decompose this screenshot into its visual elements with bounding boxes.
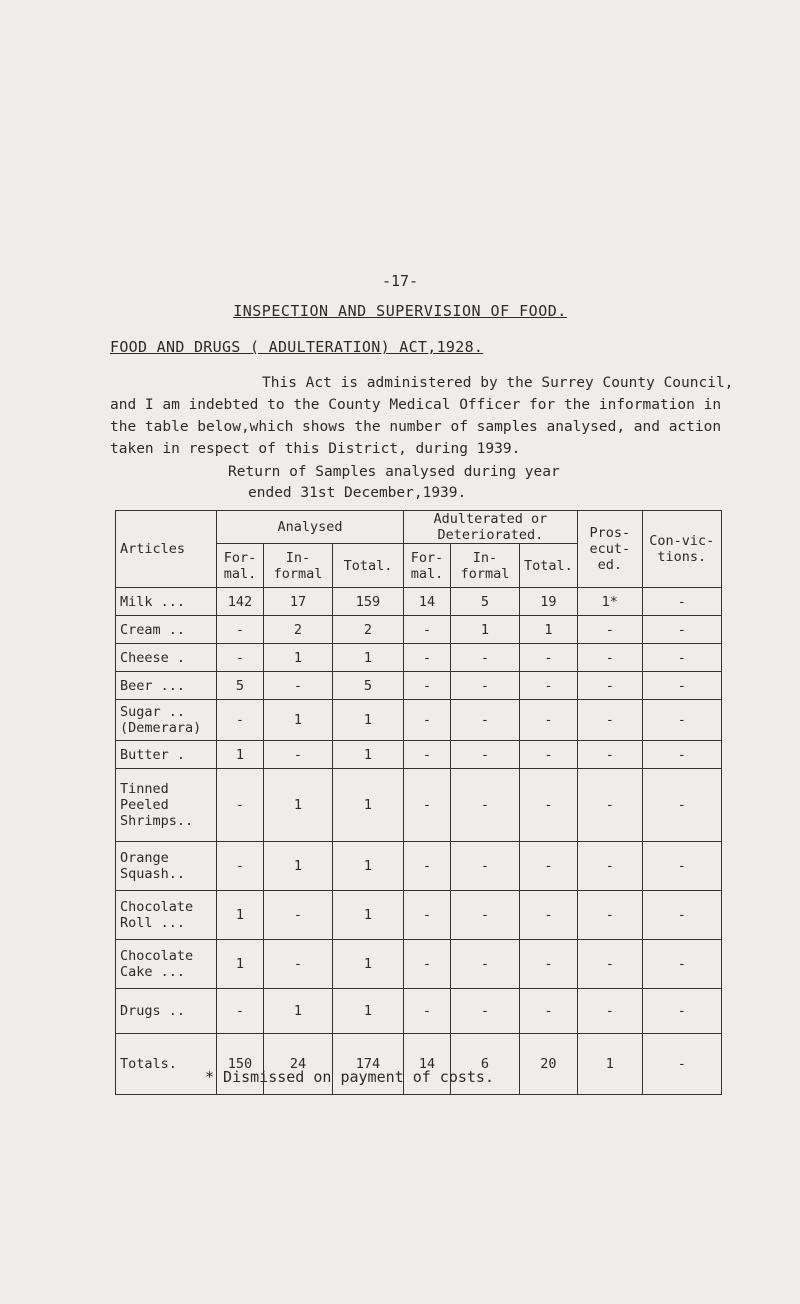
cell-analysed-formal: - <box>217 842 264 891</box>
table-row <box>116 842 722 891</box>
cell-analysed-informal: 1 <box>264 842 333 891</box>
cell-analysed-informal: - <box>264 672 333 700</box>
cell-analysed-formal: - <box>217 989 264 1034</box>
total-prosecuted: 1 <box>577 1034 642 1095</box>
cell-analysed-total: 1 <box>333 989 404 1034</box>
cell-analysed-total: 1 <box>333 842 404 891</box>
header-analysed-total: Total. <box>333 544 404 588</box>
cell-analysed-informal: 2 <box>264 616 333 644</box>
cell-convictions: - <box>642 769 721 842</box>
samples-table <box>115 510 722 1095</box>
cell-adulterated-total: - <box>520 842 578 891</box>
cell-convictions: - <box>642 588 721 616</box>
header-adulterated: Adulterated or Deteriorated. <box>404 511 578 544</box>
cell-convictions: - <box>642 700 721 741</box>
cell-adulterated-formal: - <box>404 644 451 672</box>
cell-prosecuted: 1* <box>577 588 642 616</box>
cell-analysed-informal: 1 <box>264 989 333 1034</box>
cell-convictions: - <box>642 940 721 989</box>
cell-prosecuted: - <box>577 741 642 769</box>
total-adulterated-informal: 6 <box>451 1034 520 1095</box>
return-title <box>228 462 560 504</box>
cell-adulterated-formal: - <box>404 940 451 989</box>
cell-analysed-total: 1 <box>333 741 404 769</box>
table-row <box>116 989 722 1034</box>
cell-adulterated-total: - <box>520 989 578 1034</box>
cell-adulterated-informal: - <box>451 940 520 989</box>
intro-paragraph: This Act is administered by the Surrey County Council, and I am indebted to the County Medical Officer for the information in the table below,which shows the number of samples analysed, and action taken in respect of this District, during 1939. <box>110 375 734 457</box>
cell-adulterated-formal: - <box>404 672 451 700</box>
header-adulterated-total: Total. <box>520 544 578 588</box>
cell-convictions: - <box>642 672 721 700</box>
header-analysed: Analysed <box>217 511 404 544</box>
cell-adulterated-total: - <box>520 700 578 741</box>
cell-adulterated-formal: - <box>404 741 451 769</box>
page-number: -17- <box>381 272 419 290</box>
cell-adulterated-total: - <box>520 940 578 989</box>
cell-convictions: - <box>642 842 721 891</box>
cell-analysed-formal: 142 <box>217 588 264 616</box>
cell-adulterated-total: - <box>520 769 578 842</box>
cell-analysed-informal: - <box>264 891 333 940</box>
cell-adulterated-informal: - <box>451 672 520 700</box>
return-title-line1: Return of Samples analysed during year <box>228 464 560 480</box>
cell-adulterated-informal: 5 <box>451 588 520 616</box>
cell-analysed-total: 1 <box>333 891 404 940</box>
cell-prosecuted: - <box>577 672 642 700</box>
cell-analysed-informal: 1 <box>264 644 333 672</box>
cell-analysed-formal: - <box>217 644 264 672</box>
cell-prosecuted: - <box>577 644 642 672</box>
cell-adulterated-total: 1 <box>520 616 578 644</box>
cell-adulterated-total: - <box>520 891 578 940</box>
total-convictions: - <box>642 1034 721 1095</box>
cell-adulterated-informal: 1 <box>451 616 520 644</box>
table-row <box>116 769 722 842</box>
row-article: Chocolate Cake ... <box>116 940 217 989</box>
header-analysed-informal: In-formal <box>264 544 333 588</box>
cell-prosecuted: - <box>577 769 642 842</box>
cell-analysed-formal: 1 <box>217 741 264 769</box>
total-adulterated-formal: 14 <box>404 1034 451 1095</box>
total-analysed-formal: 150 <box>217 1034 264 1095</box>
cell-adulterated-formal: - <box>404 842 451 891</box>
table-row <box>116 700 722 741</box>
cell-analysed-total: 1 <box>333 700 404 741</box>
cell-convictions: - <box>642 616 721 644</box>
cell-adulterated-total: - <box>520 672 578 700</box>
cell-analysed-informal: - <box>264 940 333 989</box>
total-adulterated-total: 20 <box>520 1034 578 1095</box>
act-title: FOOD AND DRUGS ( ADULTERATION) ACT,1928. <box>110 338 484 356</box>
table-row <box>116 644 722 672</box>
cell-adulterated-total: - <box>520 644 578 672</box>
table-row <box>116 588 722 616</box>
row-article: Cream .. <box>116 616 217 644</box>
cell-analysed-formal: - <box>217 769 264 842</box>
page-heading: INSPECTION AND SUPERVISION OF FOOD. <box>233 302 567 320</box>
header-adulterated-formal: For-mal. <box>404 544 451 588</box>
cell-prosecuted: - <box>577 989 642 1034</box>
header-adulterated-informal: In-formal <box>451 544 520 588</box>
total-analysed-total: 174 <box>333 1034 404 1095</box>
cell-analysed-informal: 17 <box>264 588 333 616</box>
row-article: Cheese . <box>116 644 217 672</box>
cell-adulterated-formal: - <box>404 616 451 644</box>
cell-analysed-formal: 5 <box>217 672 264 700</box>
cell-convictions: - <box>642 741 721 769</box>
cell-adulterated-informal: - <box>451 769 520 842</box>
cell-adulterated-informal: - <box>451 700 520 741</box>
cell-adulterated-informal: - <box>451 891 520 940</box>
cell-convictions: - <box>642 644 721 672</box>
cell-convictions: - <box>642 891 721 940</box>
row-article: Drugs .. <box>116 989 217 1034</box>
cell-analysed-formal: - <box>217 700 264 741</box>
cell-adulterated-formal: - <box>404 989 451 1034</box>
row-article: Orange Squash.. <box>116 842 217 891</box>
table-row <box>116 940 722 989</box>
cell-adulterated-informal: - <box>451 644 520 672</box>
header-prosecuted: Pros-ecut-ed. <box>577 511 642 588</box>
cell-analysed-total: 159 <box>333 588 404 616</box>
return-title-line2: ended 31st December,1939. <box>248 485 467 501</box>
cell-prosecuted: - <box>577 616 642 644</box>
cell-analysed-total: 1 <box>333 644 404 672</box>
cell-analysed-total: 1 <box>333 769 404 842</box>
cell-analysed-formal: 1 <box>217 940 264 989</box>
table-row <box>116 672 722 700</box>
row-article: Sugar .. (Demerara) <box>116 700 217 741</box>
cell-analysed-informal: 1 <box>264 700 333 741</box>
cell-convictions: - <box>642 989 721 1034</box>
row-article: Beer ... <box>116 672 217 700</box>
cell-prosecuted: - <box>577 700 642 741</box>
cell-analysed-formal: 1 <box>217 891 264 940</box>
footnote: * Dismissed on payment of costs. <box>205 1068 494 1086</box>
cell-adulterated-formal: - <box>404 891 451 940</box>
header-analysed-formal: For-mal. <box>217 544 264 588</box>
cell-analysed-total: 5 <box>333 672 404 700</box>
cell-adulterated-informal: - <box>451 989 520 1034</box>
cell-analysed-informal: 1 <box>264 769 333 842</box>
cell-adulterated-informal: - <box>451 842 520 891</box>
cell-analysed-total: 1 <box>333 940 404 989</box>
row-article: Chocolate Roll ... <box>116 891 217 940</box>
cell-adulterated-total: - <box>520 741 578 769</box>
cell-adulterated-informal: - <box>451 741 520 769</box>
cell-prosecuted: - <box>577 940 642 989</box>
row-article: Tinned Peeled Shrimps.. <box>116 769 217 842</box>
total-analysed-informal: 24 <box>264 1034 333 1095</box>
table-row <box>116 741 722 769</box>
header-articles: Articles <box>116 511 217 588</box>
totals-label: Totals. <box>116 1034 217 1095</box>
cell-adulterated-formal: - <box>404 769 451 842</box>
cell-analysed-total: 2 <box>333 616 404 644</box>
cell-adulterated-formal: 14 <box>404 588 451 616</box>
cell-prosecuted: - <box>577 891 642 940</box>
cell-prosecuted: - <box>577 842 642 891</box>
row-article: Milk ... <box>116 588 217 616</box>
table-row <box>116 616 722 644</box>
cell-adulterated-total: 19 <box>520 588 578 616</box>
table-row <box>116 891 722 940</box>
cell-adulterated-formal: - <box>404 700 451 741</box>
row-article: Butter . <box>116 741 217 769</box>
cell-analysed-informal: - <box>264 741 333 769</box>
cell-analysed-formal: - <box>217 616 264 644</box>
header-convictions: Con-vic-tions. <box>642 511 721 588</box>
